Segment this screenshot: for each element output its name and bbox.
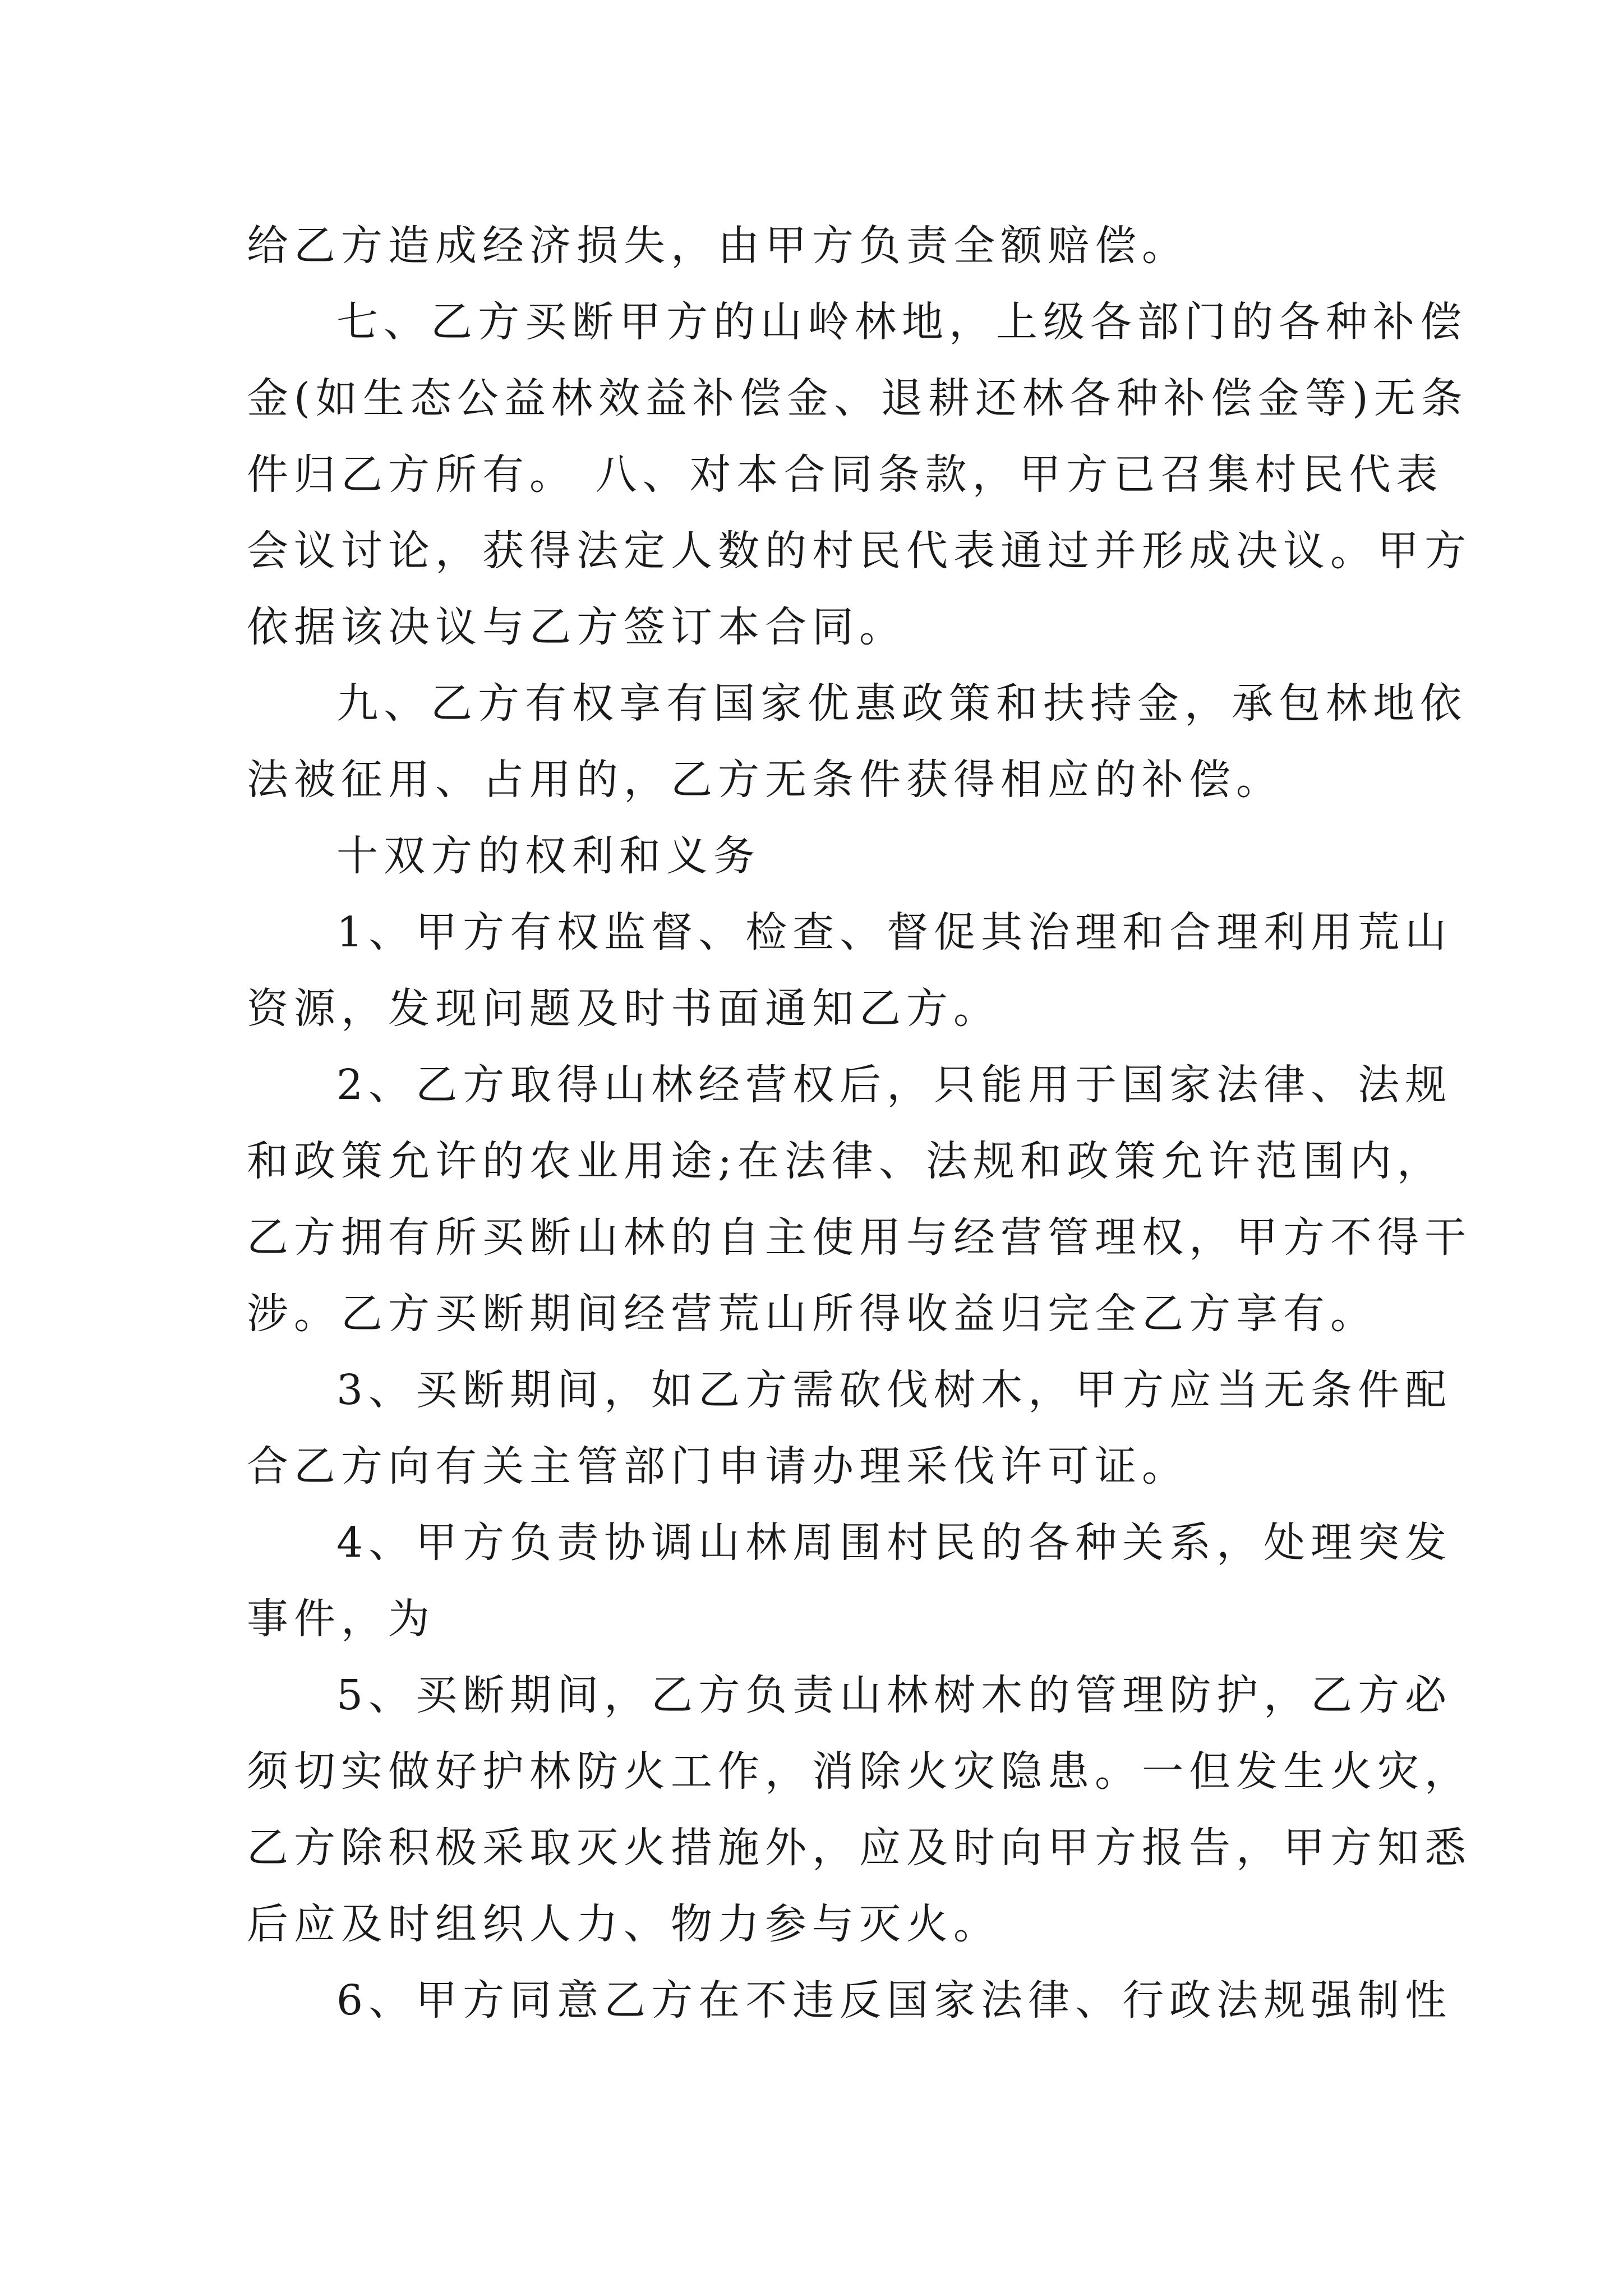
text-line: 金(如生态公益林效益补偿金、退耕还林各种补偿金等)无条 (247, 374, 1468, 422)
section-heading: 十双方的权利和义务 (336, 832, 760, 880)
text-line: 事件，为 (247, 1595, 435, 1643)
text-line: 1、甲方有权监督、检查、督促其治理和合理利用荒山 (336, 908, 1453, 956)
text-line: 3、买断期间，如乙方需砍伐树木，甲方应当无条件配 (336, 1366, 1453, 1414)
text-line: 须切实做好护林防火工作，消除火灾隐患。一但发生火灾， (247, 1747, 1472, 1796)
text-line: 件归乙方所有。 八、对本合同条款，甲方已召集村民代表 (247, 450, 1444, 499)
text-line: 七、乙方买断甲方的山岭林地，上级各部门的各种补偿 (336, 298, 1467, 346)
text-line: 2、乙方取得山林经营权后，只能用于国家法律、法规 (336, 1061, 1453, 1109)
text-line: 依据该决议与乙方签订本合同。 (247, 603, 906, 651)
text-line: 法被征用、占用的，乙方无条件获得相应的补偿。 (247, 756, 1283, 804)
text-line: 和政策允许的农业用途;在法律、法规和政策允许范围内， (247, 1137, 1444, 1185)
text-line: 九、乙方有权享有国家优惠政策和扶持金，承包林地依 (336, 679, 1467, 728)
text-line: 4、甲方负责协调山林周围村民的各种关系，处理突发 (336, 1519, 1453, 1567)
text-line: 涉。乙方买断期间经营荒山所得收益归完全乙方享有。 (247, 1290, 1377, 1338)
text-line: 乙方除积极采取灭火措施外，应及时向甲方报告，甲方知悉 (247, 1824, 1472, 1872)
text-line: 资源，发现问题及时书面通知乙方。 (247, 984, 1000, 1033)
text-line: 5、买断期间，乙方负责山林树木的管理防护，乙方必 (336, 1671, 1453, 1719)
text-line: 乙方拥有所买断山林的自主使用与经营管理权，甲方不得干 (247, 1213, 1472, 1262)
text-line: 6、甲方同意乙方在不违反国家法律、行政法规强制性 (336, 1976, 1453, 2024)
text-line: 后应及时组织人力、物力参与灭火。 (247, 1900, 1000, 1948)
document-body (247, 208, 1472, 2039)
text-line: 给乙方造成经济损失，由甲方负责全额赔偿。 (247, 222, 1189, 270)
text-line: 会议讨论，获得法定人数的村民代表通过并形成决议。甲方 (247, 527, 1472, 575)
text-line: 合乙方向有关主管部门申请办理采伐许可证。 (247, 1442, 1189, 1490)
